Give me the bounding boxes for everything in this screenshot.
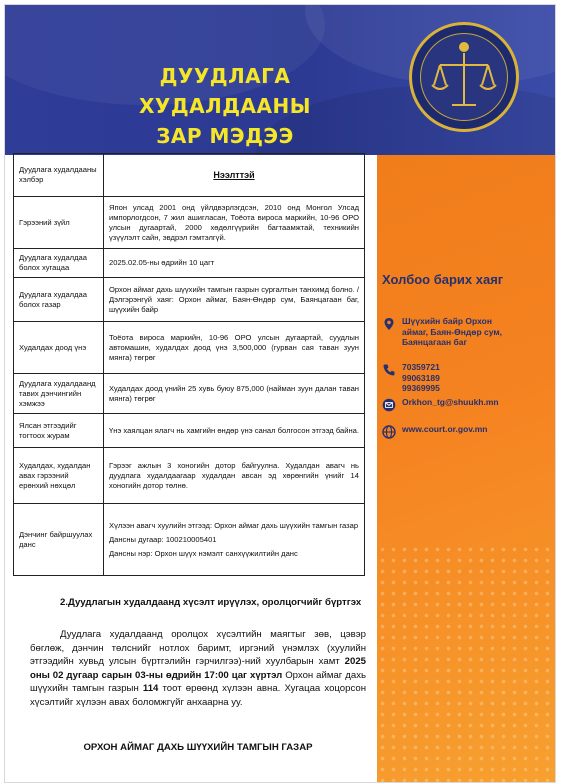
section-title: 2.Дуудлагын худалдаанд хүсэлт ирүүлэх, оролцогчийг бүртгэх	[60, 597, 362, 608]
phone-icon	[382, 363, 396, 377]
footer-organization: ОРХОН АЙМАГ ДАХЬ ШҮҮХИЙН ТАМГЫН ГАЗАР	[83, 742, 313, 753]
contact-address	[382, 316, 547, 348]
row-key: Дуудлага худалдаанд тавих дэнчингийн хэмжээ	[14, 374, 104, 414]
row-value: Худалдах доод үнийн 25 хувь буюу 875,000 (найман зуун далан таван мянга) төгрөг	[104, 374, 365, 414]
table-row	[14, 448, 365, 504]
email-icon	[382, 398, 396, 412]
auction-info-table	[13, 153, 365, 576]
deposit-recipient: Хүлээн авагч хуулийн этгээд: Орхон аймаг дахь шүүхийн тамгын газар	[109, 520, 359, 530]
contact-phone	[382, 362, 547, 394]
address-text: Шүүхийн байр Орхон аймаг, Баян-Өндөр сум, Баянцагаан баг	[402, 316, 503, 347]
page-title	[75, 61, 375, 151]
contact-title: Холбоо барих хаяг	[382, 272, 504, 287]
row-key: Ялсан этгээдийг тогтоох журам	[14, 414, 104, 448]
row-key: Худалдах, худалдан авах гэрээний ерөнхий нөхцөл	[14, 448, 104, 504]
row-key: Дэнчинг байршуулах данс	[14, 504, 104, 576]
table-row	[14, 197, 365, 249]
table-row	[14, 249, 365, 278]
para-part-1: Дуудлага худалдаанд оролцох хүсэлтийн маягтыг зөв, цэвэр бөглөж, дэнчин төлснийг нотлох баримт, иргэний үнэмлэх (хуулийн этгээдийн хувьд улсын бүртгэлийн гэрчилгээ)-ний хуулбарын хамт	[30, 629, 366, 667]
para-part-3: тоот өрөөнд хүлээн авна. Хугацаа хоцорсон хүсэлтийг хүлээн авах боломжгүйг анхаарна уу.	[30, 683, 366, 708]
table-row	[14, 322, 365, 374]
contact-email[interactable]	[382, 397, 547, 412]
table-row	[14, 504, 365, 576]
location-icon	[382, 317, 396, 331]
row-key: Дуудлага худалдааны хэлбэр	[14, 154, 104, 197]
row-value: 2025.02.05-ны өдрийн 10 цагт	[104, 249, 365, 278]
deposit-value	[104, 504, 365, 576]
deposit-account-number: Дансны дугаар: 100210005401	[109, 534, 217, 544]
row-value: Гэрээг ажлын 3 хоногийн дотор байгуулна. Худалдан авагч нь дуудлага худалдаагаар худалдан авсан эд хөрөнгийн үнийг 14 хоногийн дотор төлнө.	[104, 448, 365, 504]
phone-text: 70359721 99063189 99369995	[402, 362, 440, 393]
emblem-scales-icon	[409, 22, 519, 132]
globe-icon	[382, 425, 396, 439]
table-row	[14, 154, 365, 197]
section-paragraph	[30, 628, 366, 709]
email-text[interactable]: Orkhon_tg@shuukh.mn	[402, 397, 499, 407]
header-banner	[5, 5, 556, 155]
contact-web[interactable]	[382, 424, 547, 439]
para-deadline: 2025 оны 02 дугаар сарын 03-ны өдрийн 17:00 цаг хүртэл	[30, 656, 366, 681]
row-key: Дуудлага худалдаа болох газар	[14, 278, 104, 322]
title-line-2: ЗАР МЭДЭЭ	[156, 124, 294, 148]
table-row	[14, 278, 365, 322]
row-value: Орхон аймаг дахь шүүхийн тамгын газрын сургалтын танхимд болно. /Дэлгэрэнгүй хаяг: Орхон аймаг, Баян-Өндөр сум, Баянцагаан баг, шүүхийн байр	[104, 278, 365, 322]
deposit-account-name: Дансны нэр: Орхон шүүх нэмэлт санхүүжилтийн данс	[109, 548, 298, 558]
row-key: Гэрээний зүйл	[14, 197, 104, 249]
para-room: 114	[142, 683, 159, 694]
para-part-2: Орхон аймаг дахь шүүхийн тамгын газрын	[30, 669, 366, 694]
row-value: Тоёота вироса маркийн, 10-96 ОРО улсын дугаартай, суудлын автомашин, худалдах доод үнэ 3,500,000 (гурван сая таван зуун мянга) төгрөг	[104, 322, 365, 374]
row-key: Дуудлага худалдаа болох хугацаа	[14, 249, 104, 278]
row-value: Нээлттэй	[104, 154, 365, 197]
row-value: Япон улсад 2001 онд үйлдвэрлэгдсэн, 2010 онд Монгол Улсад импорлогдсон, 7 жил ашигласан, Тоёота вироса маркийн, 10-96 ОРО улсын дугаартай, 2000 хөдөлгүүрийн багтаамжтай, техникийн үзүүлэлт сайн, эвдрэл гэмтэлгүй.	[104, 197, 365, 249]
table-row	[14, 374, 365, 414]
row-key: Худалдах доод үнэ	[14, 322, 104, 374]
title-line-1: ДУУДЛАГА ХУДАЛДААНЫ	[139, 64, 311, 118]
web-text[interactable]: www.court.or.gov.mn	[402, 424, 488, 434]
sidebar-panel	[377, 155, 556, 783]
row-value: Үнэ хаялцан ялагч нь хамгийн өндөр үнэ санал болгосон этгээд байна.	[104, 414, 365, 448]
table-row	[14, 414, 365, 448]
